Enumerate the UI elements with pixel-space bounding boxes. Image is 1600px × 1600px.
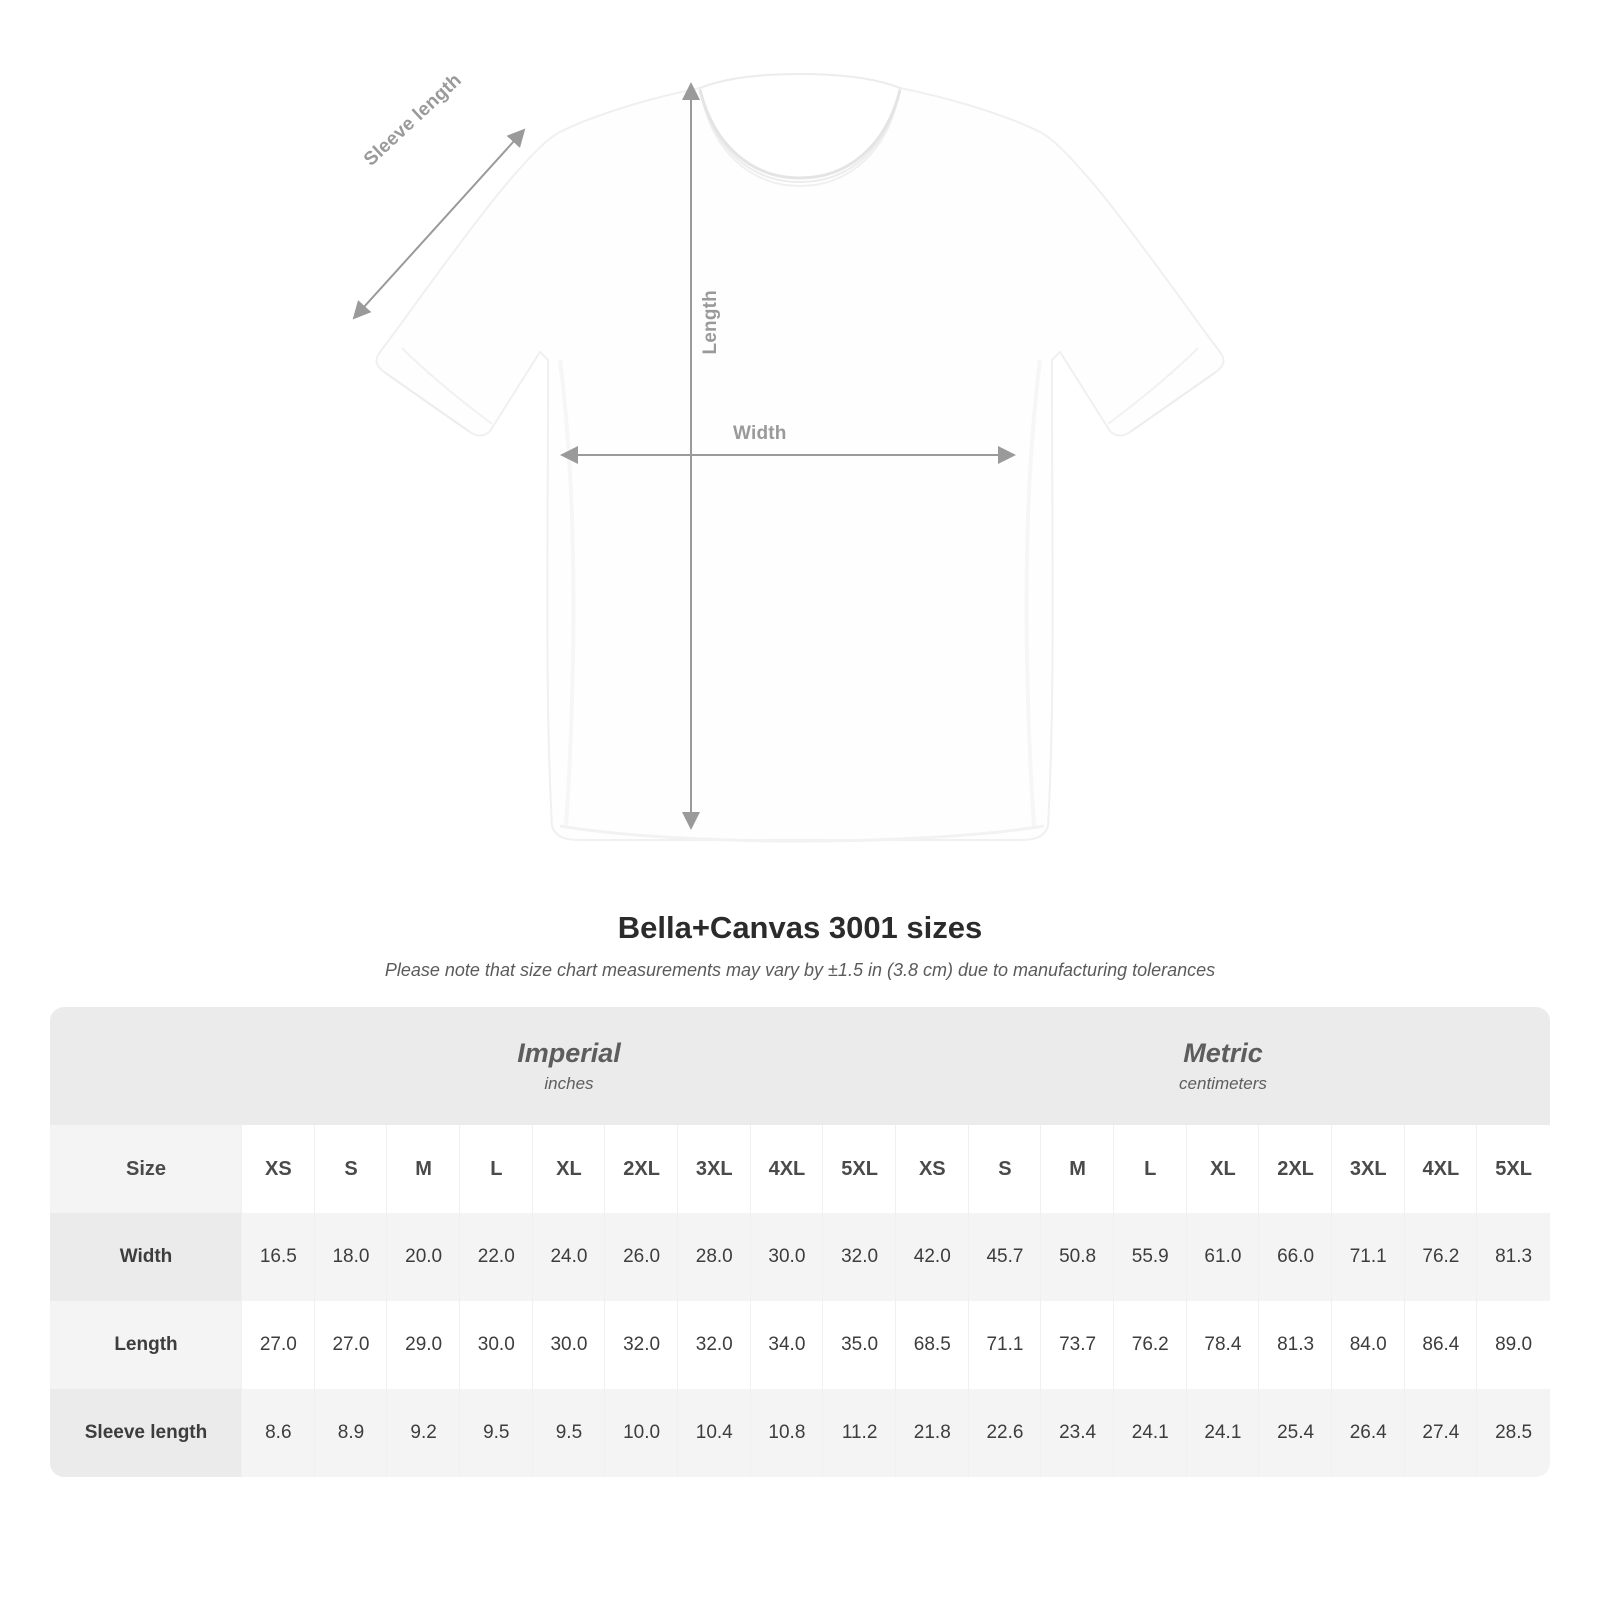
size-header-cell: 2XL: [1259, 1125, 1332, 1213]
measurement-cell: 20.0: [387, 1213, 460, 1301]
measurement-cell: 35.0: [823, 1301, 896, 1389]
measurement-cell: 24.1: [1114, 1389, 1187, 1477]
measurement-cell: 28.5: [1477, 1389, 1550, 1477]
measurement-cell: 66.0: [1259, 1213, 1332, 1301]
size-header-cell: XL: [1187, 1125, 1260, 1213]
width-label: Width: [733, 423, 787, 444]
size-header-cell: 3XL: [1332, 1125, 1405, 1213]
sleeve-length-label: Sleeve length: [360, 69, 466, 171]
measurement-cell: 8.9: [315, 1389, 388, 1477]
measurement-cell: 68.5: [896, 1301, 969, 1389]
length-label: Length: [700, 290, 721, 355]
row-label-size: Size: [50, 1125, 242, 1213]
measurement-cell: 76.2: [1114, 1301, 1187, 1389]
measurement-cell: 25.4: [1259, 1389, 1332, 1477]
measurement-cell: 84.0: [1332, 1301, 1405, 1389]
measurement-cell: 11.2: [823, 1389, 896, 1477]
size-header-cell: M: [1041, 1125, 1114, 1213]
measurement-cell: 73.7: [1041, 1301, 1114, 1389]
measurement-cell: 21.8: [896, 1389, 969, 1477]
measurement-cell: 23.4: [1041, 1389, 1114, 1477]
table-row-width: [50, 1213, 1550, 1301]
measurement-cell: 78.4: [1187, 1301, 1260, 1389]
tshirt-shape: [377, 74, 1224, 841]
size-header-cell: XS: [242, 1125, 315, 1213]
measurement-cell: 10.8: [751, 1389, 824, 1477]
title-block: [0, 910, 1600, 981]
size-header-cell: M: [387, 1125, 460, 1213]
row-label-sleeve-length: Sleeve length: [50, 1389, 242, 1477]
row-label-length: Length: [50, 1301, 242, 1389]
measurement-cell: 26.0: [605, 1213, 678, 1301]
measurement-cell: 8.6: [242, 1389, 315, 1477]
size-table-body: [50, 1007, 1550, 1477]
measurement-cell: 9.5: [460, 1389, 533, 1477]
measurement-cell: 71.1: [1332, 1213, 1405, 1301]
size-header-cell: 5XL: [1477, 1125, 1550, 1213]
measurement-cell: 9.5: [533, 1389, 606, 1477]
row-label-width: Width: [50, 1213, 242, 1301]
measurement-cell: 18.0: [315, 1213, 388, 1301]
measurement-cell: 42.0: [896, 1213, 969, 1301]
measurement-cell: 81.3: [1259, 1301, 1332, 1389]
table-row-length: [50, 1301, 1550, 1389]
measurement-cell: 27.4: [1405, 1389, 1478, 1477]
measurement-cell: 26.4: [1332, 1389, 1405, 1477]
unit-name-metric: Metric: [1183, 1038, 1263, 1069]
table-row-sleeve-length: [50, 1389, 1550, 1477]
size-header-cell: 2XL: [605, 1125, 678, 1213]
measurement-cell: 24.1: [1187, 1389, 1260, 1477]
page-title: Bella+Canvas 3001 sizes: [617, 910, 983, 945]
size-table-wrapper: [50, 1007, 1550, 1477]
measurement-cell: 50.8: [1041, 1213, 1114, 1301]
measurement-cell: 32.0: [605, 1301, 678, 1389]
size-header-cell: XS: [896, 1125, 969, 1213]
measurement-cell: 89.0: [1477, 1301, 1550, 1389]
size-header-cell: S: [315, 1125, 388, 1213]
unit-sub-imperial: inches: [544, 1073, 594, 1093]
size-header-cell: L: [1114, 1125, 1187, 1213]
unit-header-row: [50, 1007, 1550, 1125]
table-corner-cell: [50, 1007, 242, 1125]
measurement-cell: 10.4: [678, 1389, 751, 1477]
measurement-cell: 9.2: [387, 1389, 460, 1477]
size-header-cell: 3XL: [678, 1125, 751, 1213]
measurement-cell: 24.0: [533, 1213, 606, 1301]
measurement-cell: 55.9: [1114, 1213, 1187, 1301]
measurement-cell: 61.0: [1187, 1213, 1260, 1301]
size-header-cell: S: [969, 1125, 1042, 1213]
size-header-cell: 5XL: [823, 1125, 896, 1213]
tolerance-note: Please note that size chart measurements may vary by ±1.5 in (3.8 cm) due to manufacturing tolerances: [384, 960, 1216, 980]
measurement-cell: 16.5: [242, 1213, 315, 1301]
unit-name-imperial: Imperial: [517, 1038, 621, 1069]
unit-header-metric: [896, 1007, 1550, 1125]
measurement-cell: 45.7: [969, 1213, 1042, 1301]
size-header-cell: XL: [533, 1125, 606, 1213]
measurement-cell: 81.3: [1477, 1213, 1550, 1301]
size-header-cell: 4XL: [751, 1125, 824, 1213]
measurement-cell: 30.0: [533, 1301, 606, 1389]
measurement-cell: 22.0: [460, 1213, 533, 1301]
measurement-cell: 10.0: [605, 1389, 678, 1477]
measurement-cell: 28.0: [678, 1213, 751, 1301]
measurement-cell: 86.4: [1405, 1301, 1478, 1389]
size-table: [50, 1007, 1550, 1477]
measurement-cell: 27.0: [242, 1301, 315, 1389]
measurement-cell: 34.0: [751, 1301, 824, 1389]
measurement-cell: 30.0: [751, 1213, 824, 1301]
measurement-cell: 76.2: [1405, 1213, 1478, 1301]
measurement-cell: 22.6: [969, 1389, 1042, 1477]
size-header-row: [50, 1125, 1550, 1213]
size-header-cell: L: [460, 1125, 533, 1213]
measurement-cell: 32.0: [678, 1301, 751, 1389]
unit-header-imperial: [242, 1007, 896, 1125]
unit-sub-metric: centimeters: [1179, 1073, 1267, 1093]
measurement-cell: 29.0: [387, 1301, 460, 1389]
measurement-cell: 30.0: [460, 1301, 533, 1389]
measurement-cell: 32.0: [823, 1213, 896, 1301]
measurement-cell: 71.1: [969, 1301, 1042, 1389]
measurement-cell: 27.0: [315, 1301, 388, 1389]
size-header-cell: 4XL: [1405, 1125, 1478, 1213]
